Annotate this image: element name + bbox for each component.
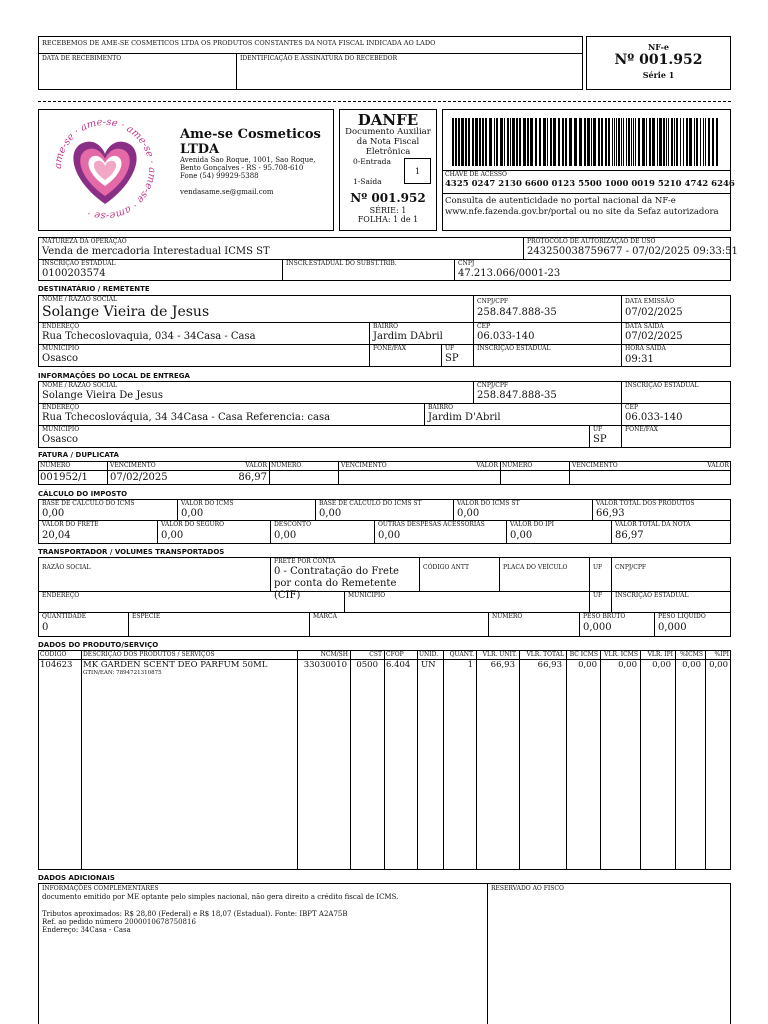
- tax-icms: 0,00: [181, 508, 204, 519]
- products-header-icms: VLR. ICMS: [604, 651, 638, 658]
- additional-section-title: DADOS ADICIONAIS: [38, 874, 115, 882]
- recipient-exit-date-label: DATA SAÍDA: [625, 323, 664, 330]
- products-header-total: VLR. TOTAL: [526, 651, 564, 658]
- transport-qty-label: QUANTIDADE: [42, 613, 87, 620]
- invoice-value: 86,97: [238, 472, 267, 483]
- delivery-uf-label: UF: [593, 426, 603, 433]
- ie-value: 0100203574: [42, 268, 106, 279]
- danfe-exit-label: 1-Saída: [353, 177, 382, 186]
- recipient-district-label: BAIRRO: [373, 323, 399, 330]
- danfe-entry-label: 0-Entrada: [353, 157, 391, 166]
- recipient-section-title: DESTINATÁRIO / REMETENTE: [38, 285, 150, 293]
- invoice-due-label-3: VENCIMENTO: [572, 462, 618, 469]
- recipient-exit-date: 07/02/2025: [625, 331, 683, 342]
- additional-line-1: documento emitido por ME optante pelo simples nacional, não gera direito a crédito fiscal de ICMS.: [42, 893, 399, 901]
- product-unit: UN: [421, 660, 436, 670]
- recipient-city: Osasco: [42, 353, 79, 364]
- products-header-qty: QUANT.: [449, 651, 474, 658]
- recipient-uf: SP: [445, 353, 459, 364]
- ie-label: INSCRIÇÃO ESTADUAL: [42, 260, 116, 267]
- transport-plate-label: PLACA DO VEÍCULO: [503, 564, 568, 571]
- transport-net: 0,000: [658, 622, 687, 633]
- products-section-title: DADOS DO PRODUTO/SERVIÇO: [38, 641, 159, 649]
- products-header-bc-icms: BC ICMS: [569, 651, 598, 658]
- recipient-city-label: MUNICÍPIO: [42, 345, 80, 352]
- nature-label: NATUREZA DA OPERAÇÃO: [42, 238, 127, 245]
- product-gtin: GTIN/EAN: 7894721310875: [83, 670, 162, 676]
- invoice-value-label-2: VALOR: [476, 462, 498, 469]
- company-logo: [48, 116, 162, 222]
- additional-box: [38, 883, 731, 1024]
- access-key: 4325 0247 2130 6600 0123 5500 1000 0019 5210 4742 6246: [445, 179, 735, 189]
- invoice-due-label-1: VENCIMENTO: [110, 462, 156, 469]
- emitter-address-1: Avenida Sao Roque, 1001, Sao Roque,: [180, 156, 316, 164]
- product-desc: MK GARDEN SCENT DEO PARFUM 50ML: [83, 660, 268, 670]
- transport-name-label: RAZÃO SOCIAL: [42, 564, 91, 571]
- recipient-phone-label: FONE/FAX: [373, 345, 406, 352]
- emitter-email: vendasame.se@gmail.com: [180, 188, 274, 196]
- transport-brand-label: MARCA: [313, 613, 337, 620]
- product-total: 66,93: [537, 660, 562, 670]
- transport-ie-label: INSCRIÇÃO ESTADUAL: [615, 592, 689, 599]
- product-bc-icms: 0,00: [578, 660, 597, 670]
- transport-number-label: NÚMERO: [492, 613, 523, 620]
- product-code: 104623: [40, 660, 73, 670]
- protocol-value: 243250038759677 - 07/02/2025 09:33:51: [527, 246, 738, 257]
- product-p-ipi: 0,00: [709, 660, 728, 670]
- product-ipi: 0,00: [652, 660, 671, 670]
- receipt-nfe-number: Nº 001.952: [614, 52, 703, 68]
- recipient-address-label: ENDEREÇO: [42, 323, 80, 330]
- emitter-phone: Fone (54) 99929-5388: [180, 172, 259, 180]
- recipient-address: Rua Tchecoslovaquia, 034 - 34Casa - Casa: [42, 331, 256, 342]
- invoice-num-label-3: NÚMERO: [502, 462, 533, 469]
- tax-freight: 20,04: [42, 530, 71, 541]
- delivery-address-label: ENDEREÇO: [42, 404, 80, 411]
- access-key-label: CHAVE DE ACESSO: [445, 171, 507, 178]
- danfe-subtitle: Documento Auxiliar da Nota Fiscal Eletrônica: [345, 127, 431, 157]
- invoice-section-title: FATURA / DUPLICATA: [38, 451, 119, 459]
- emitter-address-2: Bento Gonçalves - RS - 95.708-610: [180, 164, 304, 172]
- delivery-section-title: INFORMAÇÕES DO LOCAL DE ENTREGA: [38, 372, 190, 380]
- tax-icms-st: 0,00: [457, 508, 480, 519]
- transport-uf-label: UF: [593, 564, 603, 571]
- protocol-label: PROTOCOLO DE AUTORIZAÇÃO DE USO: [527, 238, 656, 245]
- products-header-ncm: NCM/SH: [320, 651, 348, 658]
- recipient-cep: 06.033-140: [477, 331, 535, 342]
- tax-bc-icms-label: BASE DE CÁLCULO DO ICMS: [42, 500, 135, 507]
- recipient-name: Solange Vieira de Jesus: [42, 304, 210, 320]
- invoice-num-label-1: NÚMERO: [40, 462, 71, 469]
- invoice-due: 07/02/2025: [110, 472, 168, 483]
- invoice-number: 001952/1: [40, 472, 88, 483]
- product-icms: 0,00: [618, 660, 637, 670]
- delivery-city: Osasco: [42, 434, 79, 445]
- delivery-city-label: MUNICÍPIO: [42, 426, 80, 433]
- tax-discount-label: DESCONTO: [274, 521, 311, 528]
- transport-freight-label: FRETE POR CONTA: [274, 558, 336, 565]
- recipient-emission: 07/02/2025: [625, 307, 683, 318]
- delivery-phone-label: FONE/FAX: [625, 426, 658, 433]
- delivery-ie-label: INSCRIÇÃO ESTADUAL: [625, 382, 699, 389]
- cnpj-label: CNPJ: [458, 260, 475, 267]
- recipient-cep-label: CEP: [477, 323, 491, 330]
- delivery-address: Rua Tchecoslováquia, 34 34Casa - Casa Referencia: casa: [42, 412, 331, 423]
- receipt-date-label: DATA DE RECEBIMENTO: [42, 55, 122, 62]
- emitter-name: Ame-se Cosmeticos LTDA: [180, 127, 321, 157]
- delivery-cnpj-label: CNPJ/CPF: [477, 382, 509, 389]
- tax-bc-icms: 0,00: [42, 508, 65, 519]
- products-header-cfop: CFOP: [386, 651, 404, 658]
- product-qty: 1: [467, 660, 473, 670]
- products-header-ipi: VLR. IPI: [647, 651, 673, 658]
- tax-discount: 0,00: [274, 530, 297, 541]
- danfe-sheet: FOLHA: 1 de 1: [357, 215, 419, 224]
- transport-antt-label: CÓDIGO ANTT: [423, 564, 470, 571]
- delivery-district: Jardim D'Abril: [428, 412, 501, 423]
- products-header-desc: DESCRIÇÃO DOS PRODUTOS / SERVIÇOS: [83, 651, 215, 658]
- additional-line-4: Endereço: 34Casa - Casa: [42, 926, 131, 934]
- transport-gross-label: PESO BRUTO: [583, 613, 626, 620]
- products-header-p-icms: %ICMS: [680, 651, 703, 658]
- recipient-emission-label: DATA EMISSÃO: [625, 298, 674, 305]
- invoice-due-label-2: VENCIMENTO: [341, 462, 387, 469]
- additional-line-2: Tributos aproximados: R$ 28,80 (Federal) e R$ 18,07 (Estadual). Fonte: IBPT A2A75B: [42, 910, 348, 918]
- cut-line: [38, 101, 731, 102]
- delivery-district-label: BAIRRO: [428, 404, 454, 411]
- recipient-ie-label: INSCRIÇÃO ESTADUAL: [477, 345, 551, 352]
- product-cst: 0500: [356, 660, 378, 670]
- transport-section-title: TRANSPORTADOR / VOLUMES TRANSPORTADOS: [38, 548, 225, 556]
- receipt-nfe-label: NF-e: [647, 42, 670, 52]
- danfe-series: SÉRIE: 1: [369, 206, 407, 215]
- danfe-number: Nº 001.952: [350, 191, 426, 205]
- transport-cnpj-label: CNPJ/CPF: [615, 564, 647, 571]
- receipt-nfe-series: Série 1: [642, 70, 675, 80]
- delivery-cnpj: 258.847.888-35: [477, 390, 557, 401]
- tax-freight-label: VALOR DO FRETE: [42, 521, 99, 528]
- transport-species-label: ESPÉCIE: [132, 613, 161, 620]
- tax-icms-label: VALOR DO ICMS: [181, 500, 234, 507]
- tax-other-label: OUTRAS DESPESAS ACESSÓRIAS: [378, 521, 485, 528]
- danfe-type-box: 1: [404, 158, 431, 184]
- invoice-value-label-1: VALOR: [245, 462, 267, 469]
- barcode: [452, 118, 722, 166]
- additional-line-3: Ref. ao pedido número 2000010678750816: [42, 918, 196, 926]
- access-consult: Consulta de autenticidade no portal nacional da NF-e www.nfe.fazenda.gov.br/portal ou no site da Sefaz autorizadora: [445, 196, 719, 217]
- transport-qty: 0: [42, 622, 49, 633]
- cnpj-value: 47.213.066/0001-23: [458, 268, 561, 279]
- tax-bc-icms-st-label: BASE DE CÁLCULO DO ICMS ST: [319, 500, 422, 507]
- recipient-name-label: NOME / RAZÃO SOCIAL: [42, 296, 118, 303]
- delivery-uf: SP: [593, 434, 607, 445]
- recipient-uf-label: UF: [445, 345, 455, 352]
- products-header-unit: UNID.: [419, 651, 439, 658]
- products-header-p-ipi: %IPI: [714, 651, 729, 658]
- products-header-unit-price: VLR. UNIT.: [482, 651, 517, 658]
- tax-bc-icms-st: 0,00: [319, 508, 342, 519]
- tax-insurance-label: VALOR DO SEGURO: [161, 521, 224, 528]
- product-p-icms: 0,00: [682, 660, 701, 670]
- transport-city-label: MUNICÍPIO: [348, 592, 386, 599]
- tax-ipi-label: VALOR DO IPI: [510, 521, 555, 528]
- delivery-name: Solange Vieira De Jesus: [42, 390, 163, 401]
- delivery-name-label: NOME / RAZÃO SOCIAL: [42, 382, 118, 389]
- receipt-statement: RECEBEMOS DE AME-SE COSMETICOS LTDA OS PRODUTOS CONSTANTES DA NOTA FISCAL INDICADA AO LADO: [42, 39, 436, 47]
- tax-products-total-label: VALOR TOTAL DOS PRODUTOS: [596, 500, 695, 507]
- transport-freight: 0 - Contratação do Frete por conta do Remetente (CIF): [274, 566, 399, 601]
- tax-icms-st-label: VALOR DO ICMS ST: [457, 500, 520, 507]
- delivery-cep: 06.033-140: [625, 412, 683, 423]
- tax-insurance: 0,00: [161, 530, 184, 541]
- recipient-district: Jardim DAbril: [373, 331, 443, 342]
- recipient-cnpj: 258.847.888-35: [477, 307, 557, 318]
- products-header-cst: CST: [369, 651, 382, 658]
- nature-value: Venda de mercadoria Interestadual ICMS ST: [42, 246, 270, 257]
- transport-net-label: PESO LÍQUIDO: [658, 613, 706, 620]
- tax-note-total-label: VALOR TOTAL DA NOTA: [615, 521, 691, 528]
- svg-text:ame-se · ame-se · ame-se · ame: ame-se · ame-se · ame-se · ame-se · ame-se ·: [52, 116, 158, 222]
- delivery-cep-label: CEP: [625, 404, 639, 411]
- transport-uf-label-2: UF: [593, 592, 603, 599]
- product-ncm: 33030010: [303, 660, 347, 670]
- product-cfop: 6.404: [386, 660, 411, 670]
- fisco-label: RESERVADO AO FISCO: [491, 885, 564, 892]
- tax-note-total: 86,97: [615, 530, 644, 541]
- recipient-exit-time: 09:31: [625, 354, 654, 365]
- product-unit-price: 66,93: [490, 660, 515, 670]
- recipient-cnpj-label: CNPJ/CPF: [477, 298, 509, 305]
- danfe-title: DANFE: [357, 111, 419, 129]
- tax-other: 0,00: [378, 530, 401, 541]
- tax-section-title: CÁLCULO DO IMPOSTO: [38, 490, 128, 498]
- tax-ipi: 0,00: [510, 530, 533, 541]
- invoice-value-label-3: VALOR: [707, 462, 729, 469]
- tax-products-total: 66,93: [596, 508, 625, 519]
- receipt-signature-label: IDENTIFICAÇÃO E ASSINATURA DO RECEBEDOR: [240, 55, 398, 62]
- additional-info-label: INFORMAÇÕES COMPLEMENTARES: [42, 885, 159, 892]
- products-header-code: CÓDIGO: [40, 651, 67, 658]
- transport-address-label: ENDEREÇO: [42, 592, 80, 599]
- recipient-exit-time-label: HORA SAÍDA: [625, 345, 666, 352]
- ie-st-label: INSCR.ESTADUAL DO SUBST.TRIB.: [286, 260, 397, 267]
- transport-gross: 0,000: [583, 622, 612, 633]
- invoice-num-label-2: NÚMERO: [271, 462, 302, 469]
